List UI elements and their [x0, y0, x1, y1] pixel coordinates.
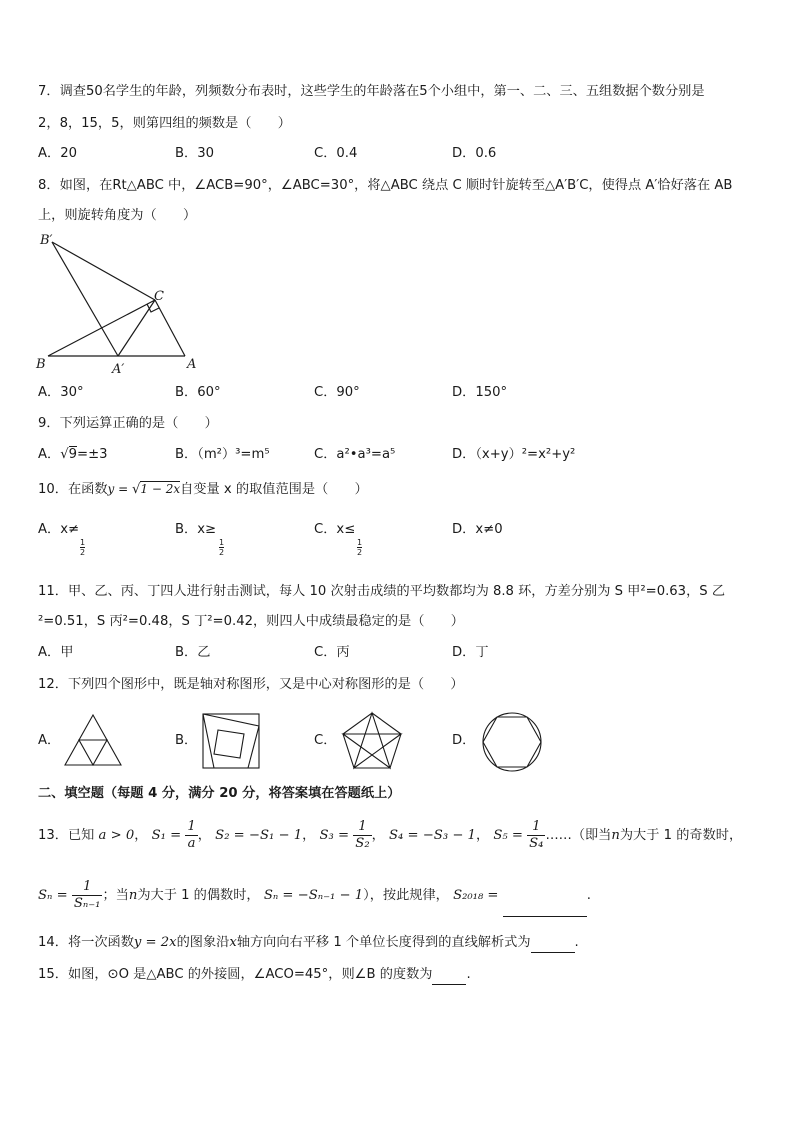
q10-suffix: 自变量 x 的取值范围是（ ）	[180, 482, 368, 497]
frac-den: Sₙ₋₁	[73, 895, 101, 911]
half-den: 2	[80, 548, 86, 557]
sqrt-sign: √	[132, 482, 141, 497]
q7-line1: 7．调查50名学生的年龄，列频数分布表时，这些学生的年龄落在5个小组中，第一、二、三、五组数据个数分别是	[38, 84, 705, 99]
frac-den: S₄	[529, 835, 544, 851]
q9-option-a[interactable]	[38, 446, 108, 464]
sqrt-sign: √	[60, 447, 69, 462]
q14-text1: 14．将一次函数	[38, 935, 134, 950]
q10-option-a[interactable]: A．x≠	[38, 522, 80, 537]
frac-num: 1	[187, 818, 196, 834]
q13-s1: S₁ =	[151, 828, 182, 843]
q9-option-b[interactable]: B．（m²）³=m⁵	[175, 447, 270, 462]
q13-n: n	[611, 828, 620, 843]
q9-option-d[interactable]: D．（x+y）²=x²+y²	[452, 447, 576, 462]
q8-option-a[interactable]: A．30°	[38, 385, 84, 400]
q14-answer-blank[interactable]	[531, 934, 575, 953]
q8-line2: 上，则旋转角度为（ ）	[38, 208, 197, 223]
q12-option-c[interactable]: C．	[314, 733, 337, 748]
q8-option-b[interactable]: B．60°	[175, 385, 221, 400]
q13-line1: 13．已知 a > 0， S₁ = $\frac{1}{a}$ ， S₂ = −S₁ − 1， S₃ = $\frac{1}{\text{S₂}}$ ， S₄ = −S₃ − 1， S₅ = $\frac{1}{\text{S₄}}$ ……（即当n为大于 1 的奇数时，	[38, 818, 743, 851]
q13-s5-frac	[527, 819, 545, 852]
half-num: 1	[219, 538, 225, 547]
q9-line1: 9．下列运算正确的是（ ）	[38, 416, 218, 431]
q8-line1: 8．如图，在Rt△ABC 中，∠ACB=90°，∠ABC=30°，将△ABC 绕点 C 顺时针旋转至△A′B′C，使得点 A′恰好落在 AB	[38, 178, 733, 193]
q13-mid: ；当	[102, 888, 129, 903]
q14-line1	[38, 934, 579, 953]
q10-c-half	[357, 538, 362, 557]
q7-option-c[interactable]: C．0.4	[314, 146, 358, 161]
q13-mid2: 为大于 1 的偶数时，	[137, 888, 260, 903]
label-a-prime: A′	[112, 362, 125, 377]
q12-triangle-figure[interactable]	[62, 712, 124, 768]
q10-option-b[interactable]: B．x≥	[175, 522, 217, 537]
q13-period: .	[586, 888, 591, 903]
q13-even: Sₙ = −Sₙ₋₁ − 1	[263, 888, 364, 903]
frac-den: S₂	[355, 835, 370, 851]
q11-option-a[interactable]: A．甲	[38, 645, 74, 660]
q15-text: 15．如图，⊙O 是△ABC 的外接圆，∠ACO=45°，则∠B 的度数为	[38, 967, 433, 982]
q13-tail: ……（即当	[545, 828, 612, 843]
q11-option-d[interactable]: D．丁	[452, 645, 489, 660]
q13-n: n	[128, 888, 138, 903]
q13-prefix: 13．已知	[38, 828, 95, 843]
q10-func-radicand: 1 − 2x	[140, 482, 181, 496]
q10-prefix: 10．在函数	[38, 482, 108, 497]
q10-b-half	[219, 538, 224, 557]
q12-option-a[interactable]: A．	[38, 733, 61, 748]
q11-line1: 11．甲、乙、丙、丁四人进行射击测试，每人 10 次射击成绩的平均数都均为 8.8 环，方差分别为 S 甲²=0.63，S 乙	[38, 584, 726, 599]
frac-num: 1	[353, 819, 371, 836]
q13-s3-frac	[353, 819, 371, 852]
q11-option-b[interactable]: B．乙	[175, 645, 211, 660]
q13-answer-blank[interactable]	[503, 876, 587, 917]
q9-option-c[interactable]: C．a²•a³=a⁵	[314, 447, 396, 462]
q8-option-c[interactable]: C．90°	[314, 385, 360, 400]
q10-a-half	[80, 538, 85, 557]
half-num: 1	[357, 538, 363, 547]
label-a: A	[187, 357, 197, 372]
section-2-heading: 二、填空题（每题 4 分，满分 20 分，将答案填在答题纸上）	[38, 786, 401, 801]
q10-option-c[interactable]: C．x≤	[314, 522, 356, 537]
q10-func-lhs: y =	[107, 482, 132, 496]
frac-num: 1	[72, 879, 103, 896]
q15-period: .	[466, 967, 471, 982]
q7-option-d[interactable]: D．0.6	[452, 146, 497, 161]
label-b-prime: B′	[40, 233, 53, 248]
q11-line2: ²=0.51，S 丙²=0.48，S 丁²=0.42，则四人中成绩最稳定的是（ ）	[38, 614, 464, 629]
q14-text3: 轴方向向右平移 1 个单位长度得到的直线解析式为	[236, 935, 531, 950]
q13-line2	[38, 876, 591, 917]
label-c: C	[154, 289, 164, 304]
frac-num: 1	[527, 819, 545, 836]
q12-square-figure[interactable]	[200, 712, 262, 770]
q13-s1-frac	[185, 819, 197, 852]
frac-den: a	[187, 835, 196, 851]
q7-line2: 2，8，15，5，则第四组的频数是（ ）	[38, 116, 291, 131]
q15-line1	[38, 966, 471, 985]
q14-period: .	[574, 935, 579, 950]
q13-s4: S₄ = −S₃ − 1	[389, 828, 476, 843]
q13-tail2: 为大于 1 的奇数时，	[619, 828, 743, 843]
q14-func: y = 2x	[133, 935, 177, 950]
q13-sn: Sₙ =	[38, 888, 68, 903]
q11-option-c[interactable]: C．丙	[314, 645, 350, 660]
q13-s2018: S₂₀₁₈ =	[453, 888, 499, 903]
q12-circle-hexagon-figure[interactable]	[480, 710, 544, 774]
q13-s5: S₅ =	[493, 828, 523, 843]
q10-option-d[interactable]: D．x≠0	[452, 522, 503, 537]
half-num: 1	[80, 538, 86, 547]
q10-line1	[38, 480, 368, 499]
q13-s2: S₂ = −S₁ − 1	[215, 828, 303, 843]
q13-sn-frac	[72, 879, 103, 912]
q7-option-a[interactable]: A．20	[38, 146, 77, 161]
q13-end: ），按此规律，	[363, 888, 449, 903]
half-den: 2	[219, 548, 225, 557]
q12-option-d[interactable]: D．	[452, 733, 476, 748]
q9-a-radicand: 9	[68, 447, 78, 462]
q13-s3: S₃ =	[319, 828, 350, 843]
q8-triangle-figure	[30, 228, 210, 378]
q9-a-suffix: =±3	[77, 447, 108, 462]
q14-text2: 的图象沿	[176, 935, 230, 950]
half-den: 2	[357, 548, 363, 557]
label-b: B	[36, 357, 46, 372]
q12-pentagon-star-figure[interactable]	[340, 710, 404, 772]
q14-x: x	[229, 935, 237, 950]
q8-option-d[interactable]: D．150°	[452, 385, 508, 400]
q9-a-prefix: A．	[38, 447, 61, 462]
q15-answer-blank[interactable]	[432, 966, 466, 985]
q7-option-b[interactable]: B．30	[175, 146, 215, 161]
q13-cond: a > 0	[98, 828, 135, 843]
q12-line1: 12．下列四个图形中，既是轴对称图形，又是中心对称图形的是（ ）	[38, 677, 464, 692]
q12-option-b[interactable]: B．	[175, 733, 198, 748]
